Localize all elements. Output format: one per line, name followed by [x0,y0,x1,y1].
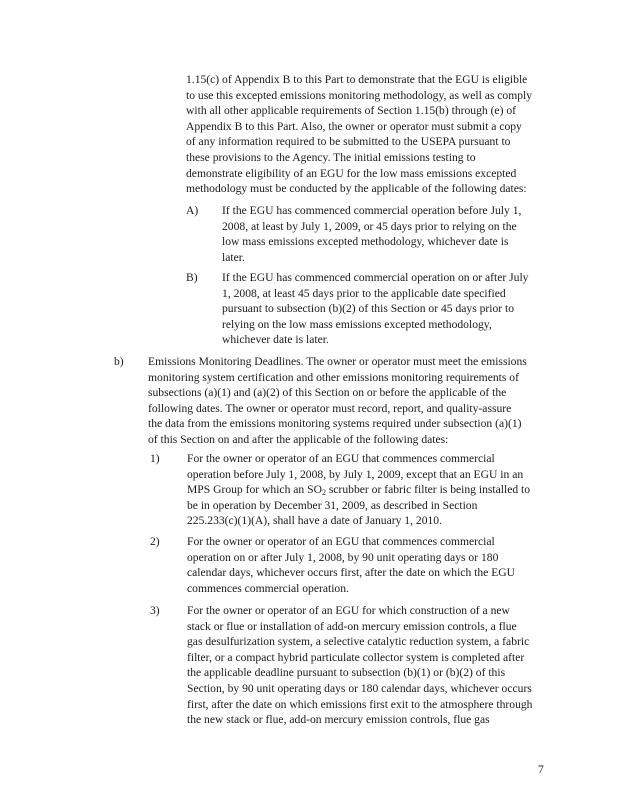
item-a-line: If the EGU has commenced commercial operation before July 1, [222,204,522,217]
intro-line: to use this excepted emissions monitoring methodology, as well as comply [186,88,533,102]
item-a-label: A) [186,204,199,217]
item-b-label: B) [186,271,198,284]
item-a-line: later. [222,250,245,264]
section-b-line: of this Section on and after the applicable of the following dates: [148,432,449,446]
item-1-text [187,451,530,529]
item-1-line: operation before July 1, 2008, by July 1, 2009, except that an EGU in an [187,467,524,481]
intro-line: with all other applicable requirements of Section 1.15(b) through (e) of [186,104,516,118]
item-3-line: filter, or a compact hybrid particulate collector system is completed after [187,650,525,664]
item-3-line: stack or flue or installation of add-on mercury emission controls, a flue [187,619,517,633]
item-1-subscript: 2 [321,488,326,498]
item-3-line: Section, by 90 unit operating days or 180 calendar days, whichever occurs [187,681,532,695]
section-b-line: Emissions Monitoring Deadlines. The owner or operator must meet the emissions [148,355,527,368]
section-b-line: subsections (a)(1) and (a)(2) of this Section on or before the applicable of the [148,386,507,400]
item-b-line: relying on the low mass emissions excepted methodology, [222,317,492,331]
item-2-line: commences commercial operation. [187,581,349,595]
item-b-line: pursuant to subsection (b)(2) of this Section or 45 days prior to [222,302,515,316]
item-b-line: whichever date is later. [222,333,329,347]
intro-line: Appendix B to this Part. Also, the owner or operator must submit a copy [186,119,522,133]
item-3-line: first, after the date on which emissions first exit to the atmosphere through [187,697,533,711]
section-b-line: following dates. The owner or operator must record, report, and quality-assure [148,401,512,415]
item-2-line: calendar days, whichever occurs first, after the date on which the EGU [187,566,516,580]
item-1-line: For the owner or operator of an EGU that commences commercial [187,452,495,465]
intro-line: methodology must be conducted by the applicable of the following dates: [186,182,527,196]
item-1-line: 225.233(c)(1)(A), shall have a date of January 1, 2010. [187,514,442,528]
page-number: 7 [538,763,544,776]
item-1-label: 1) [150,452,160,465]
section-b-line: monitoring system certification and other emissions monitoring requirements of [148,370,519,384]
item-a-line: 2008, at least by July 1, 2009, or 45 days prior to relying on the [222,219,517,233]
item-2-line: operation on or after July 1, 2008, by 90 unit operating days or 180 [187,550,499,564]
item-2-text [187,534,515,596]
section-b-label: b) [114,355,124,368]
section-b-line: the data from the emissions monitoring systems required under subsection (a)(1) [148,417,522,431]
item-2-line: For the owner or operator of an EGU that commences commercial [187,535,495,548]
item-1-line-post: scrubber or fabric filter is being installed to [325,483,531,497]
item-3-text [187,603,532,728]
item-b-line: 1, 2008, at least 45 days prior to the applicable date specified [222,286,506,300]
item-b-line: If the EGU has commenced commercial operation on or after July [222,271,529,284]
item-3-line: For the owner or operator of an EGU for which construction of a new [187,604,510,617]
intro-line: of any information required to be submitted to the USEPA pursuant to [186,135,511,149]
intro-line: demonstrate eligibility of an EGU for the low mass emissions excepted [186,166,517,180]
item-3-line: the applicable deadline pursuant to subsection (b)(1) or (b)(2) of this [187,666,506,680]
item-3-line: the new stack or flue, add-on mercury emission controls, flue gas [187,713,490,727]
intro-line: 1.15(c) of Appendix B to this Part to demonstrate that the EGU is eligible [186,73,528,86]
intro-line: these provisions to the Agency. The initial emissions testing to [186,150,476,164]
section-b-text [148,354,527,448]
item-3-label: 3) [150,604,160,617]
intro-paragraph [186,72,532,197]
item-a-line: low mass emissions excepted methodology, whichever date is [222,235,509,249]
item-b-text [222,270,528,348]
item-1-line-pre: MPS Group for which an SO [187,483,322,497]
item-1-line: be in operation by December 31, 2009, as described in Section [187,498,478,512]
item-a-text [222,203,521,265]
item-2-label: 2) [150,535,160,548]
item-1-line [187,482,530,498]
item-3-line: gas desulfurization system, a selective catalytic reduction system, a fabric [187,635,530,649]
